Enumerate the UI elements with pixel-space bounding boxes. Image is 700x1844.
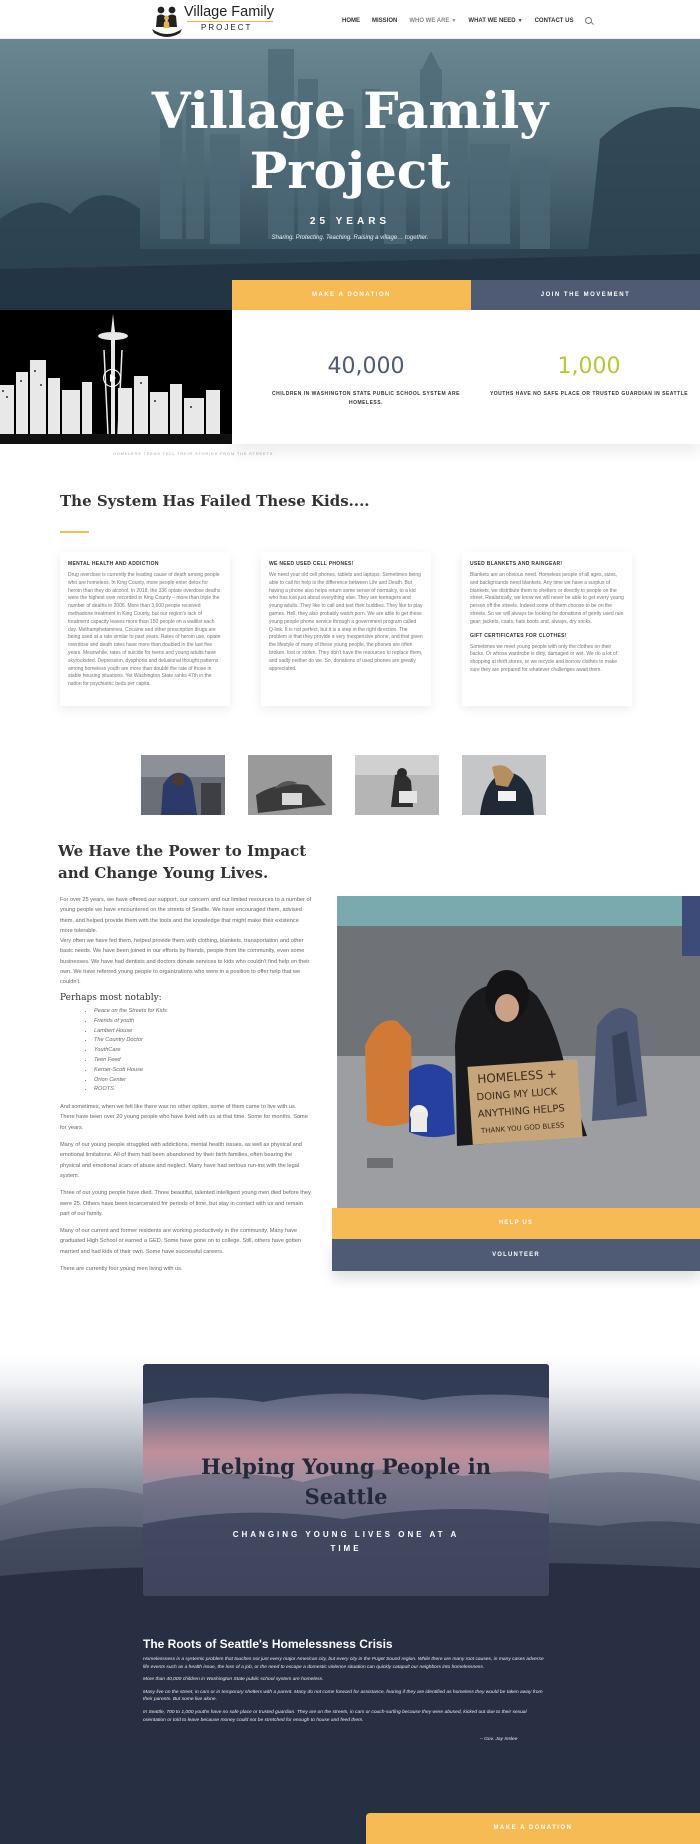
sign-line-4: THANK YOU GOD BLESS [480,1121,565,1136]
site-logo[interactable] [150,3,275,37]
volunteer-button[interactable]: VOLUNTEER [332,1239,700,1271]
hero-title-line1: Village Family [151,81,549,140]
org-list-item: • Orion Center [94,1076,312,1086]
card-blankets [462,552,632,706]
org-list-item: • Peace on the Streets for Kids [94,1007,312,1017]
card-mental-health [60,552,230,706]
hero-banner [0,39,700,310]
impact-paragraph: Many of our current and former residents are working productively in the community. Many have graduated High School or earned a GED. Some have gone on to college. Still, others have gotten married and had kids of their own. Some have successful careers. [60,1228,301,1255]
search-icon[interactable] [585,17,594,26]
homeless-youth-photo-illustration [337,896,700,1208]
helping-title-line2: Seattle [304,1484,388,1509]
accent-divider [60,531,89,533]
org-list-item: • ROOTS [94,1085,312,1095]
youth-with-sign-photo [355,755,439,815]
org-list-item: • Lambert House [94,1027,312,1037]
video-player[interactable] [0,310,232,444]
roots-paragraph: Homelessness is a systemic problem that touches not just every major American city, but every city in the Puget Sound region. While there are many root causes, in many cases adverse life events such as a health issue, the loss of a job, or the need to escape a domestic violence situation can quickly catapult our neighbors into homelessness. [143,1657,544,1670]
card-text: We need your old cell phones, tablets and laptops. Sometimes being able to call for help is the difference between Life and Death. But having a phone also helps return some sense of normalcy, to a kid who has lost just about everything else. They are teenagers and young adults. They like to call and text their buddies. They like to play games. Hell, they also probably watch porn. We are able to get these young people phone service through a government program called Q-link. It is not perfect, but it is a step in the right direction. The problem is that they provide a very inexpensive phone, and that given the lifestyle of many of these young people, the phones are often broken, lost or stolen. They don't have the resources to replace them, and sadly neither do we. So, donations of used phones are greatly appreciated. [269,572,423,672]
helping-subtitle-line1: CHANGING YOUNG LIVES ONE AT A [232,1530,460,1539]
impact-title-line2: and Change Young Lives. [58,864,269,882]
gallery-thumbnail[interactable] [248,755,332,815]
card-cell-phones [261,552,431,706]
stats-panel [232,310,700,444]
org-list-item: • YouthCare [94,1046,312,1056]
sign-line-2: DOING MY LUCK [476,1086,558,1104]
impact-paragraph: There are currently four young men living with us. [60,1266,183,1272]
org-list [94,1007,312,1095]
stat-label-homeless-children: CHILDREN IN WASHINGTON STATE PUBLIC SCHOOL SYSTEM ARE HOMELESS. [272,391,460,406]
chevron-down-icon: ▼ [517,18,523,24]
roots-quote [143,1656,549,1729]
card-text: Blankets are an obvious need. Homeless people of all ages, sizes, and backgrounds need blankets. Any time we have a surplus of blankets, we distribute them to shelters or directly to people on the street. Realistically, we know we will never be able to get every young person off the streets. Indeed some of them choose to be on the streets. So we will always be looking for donations of gently used rain gear; jackets, coats, hats boots and, always, dry socks. [470,572,624,625]
card-text-2: Sometimes we meet young people with only the clothes on their backs. Or whose wardrobe is dirty, damaged or wet. We do a lot of shopping at thrift stores, or we recycle and borrow clothes to make sure they are prepared for whatever challenges await them. [470,643,618,673]
hero-years: 25 YEARS [309,216,391,227]
nav-contact-us[interactable]: CONTACT US [534,18,574,24]
sign-line-3: ANYTHING HELPS [477,1103,566,1121]
org-list-item: • Teen Feed [94,1056,312,1066]
roots-paragraph: Many live on the street, in cars or in temporary shelters with a parent. Many do not come forward for assistance, fearing if they are identified as homeless they would be taken away from their parents. But some live alone. [143,1689,543,1703]
roots-title: The Roots of Seattle's Homelessness Crisis [143,1637,393,1651]
impact-paragraph: Very often we have fed them, helped provide them with clothing, blankets, transportation and other basic needs. We have been joined in our efforts by friends, people from the community, even some businesses. We have had dentists and doctors donate services to kids who couldn't find help on their own. We have referred young people to organizations who were in a position to offer help that we couldn't. [60,938,310,986]
nav-home[interactable]: HOME [342,18,360,24]
play-icon[interactable] [103,369,121,387]
impact-paragraph: Three of our young people have died. Three beautiful, talented intelligent young men died before they were 25. Others have been incarcerated for periods of time, but stay in contact with us and remain part of our family. [60,1190,311,1217]
logo-name: Village Family [184,4,274,20]
impact-title-line1: We Have the Power to Impact [58,842,307,860]
stat-number-youths: 1,000 [557,354,621,379]
card-text: Drug overdose is currently the leading cause of death among people who are homeless. In King County, more people enter detox for heroin than they do alcohol. In 2018, the 336 opiate overdose deaths were the highest ever recorded in King County – more than triple the number of deaths in 2006. More than 3,600 people received methadone treatment in King County, but our region's lack of treatment capacity leaves more than 150 people on a waitlist each day. Methamphetamines, Cocaine and other prescription drugs are being used at a rate similar to past years. Rates of heroin use, opiate overdose and death rates have more than doubled in the last five years. Meanwhile, rates of suicide for teens and young adults have skyrocketed. Depression, dysphoria and delusional thought patterns among homeless youth are more than double the rate of those in stable housing situations. Yet Washington State ranks 47th in the nation for psychiatric beds per capita. [68,572,221,688]
roots-paragraph: More than 40,000 children in Washington State public school system are homeless. [143,1677,324,1683]
card-heading: WE NEED USED CELL PHONES! [269,561,354,567]
youth-reading-photo [462,755,546,815]
stat-number-homeless-children: 40,000 [327,354,405,379]
homeless-youth-photo [337,896,700,1208]
card-heading: USED BLANKETS AND RAINGEAR! [470,561,563,567]
nav-what-we-need[interactable] [468,18,522,24]
gallery-thumbnail[interactable] [141,755,225,815]
helping-subtitle-line2: TIME [330,1544,362,1553]
hero-title-line2: Project [249,141,451,200]
make-donation-button[interactable]: MAKE A DONATION [232,280,471,310]
hero-tagline: Sharing. Protecting. Teaching. Raising a village… together. [271,235,429,241]
impact-subheading: Perhaps most notably: [60,992,162,1003]
stat-label-youths: YOUTHS HAVE NO SAFE PLACE OR TRUSTED GUARDIAN IN SEATTLE [489,391,689,397]
impact-body [60,895,312,1281]
card-heading-2: GIFT CERTIFICATES FOR CLOTHES! [470,632,567,639]
sleeping-youth-photo [248,755,332,815]
section-title-system-failed: The System Has Failed These Kids.... [60,492,370,510]
chevron-down-icon: ▼ [451,18,457,24]
impact-paragraph: Many of our young people struggled with addictions, mental health issues, as well as physical and emotional limitations. All of them had been abandoned by their birth families, often bearing the physical and emotional scars of abuse and neglect. Many have had serious run-ins with the legal system. [60,1142,302,1179]
helping-feature-card [143,1364,549,1596]
org-list-item: • The Country Doctor [94,1036,312,1046]
roots-paragraph: In Seattle, 700 to 1,000 youths have no safe place or trusted guardian. They are on the streets, in cars or couch-surfing because they were abused, kicked out due to their sexual orientation or told to leave because money could not be stretched for enough to house and feed them. [143,1709,527,1723]
site-header [0,0,700,39]
helping-title [143,1452,549,1512]
helping-title-line1: Helping Young People in [201,1454,491,1479]
card-heading: MENTAL HEALTH AND ADDICTION [68,561,159,567]
join-movement-button[interactable]: JOIN THE MOVEMENT [471,280,700,310]
main-nav [342,16,594,26]
logo-subname: PROJECT [201,23,253,32]
org-list-item: • Friends of youth [94,1017,312,1027]
hero-title [0,81,700,201]
impact-paragraph: And sometimes, when we felt like there was no other option, some of them came to live with us. There have been over 20 young people who have lived with us at that time. Some for months. Some for years. [60,1104,308,1131]
nav-mission[interactable]: MISSION [372,18,398,24]
video-caption: HOMELESS TEENS TELL THEIR STORIES FROM THE STREETS [113,451,274,456]
impact-title [58,840,318,884]
helping-subtitle [143,1528,549,1556]
nav-what-we-need-label: WHAT WE NEED [468,18,516,24]
logo-divider [187,21,273,22]
impact-paragraph: For over 25 years, we have offered our support, our concern and our limited resources to a number of young people we have encountered on the streets of Seattle. We have encouraged them, advised them, and helped provide them with the tools and the knowledge that might make their existence more tolerable. [60,897,312,934]
gallery-thumbnail[interactable] [462,755,546,815]
family-logo-icon [150,3,184,37]
nav-who-we-are[interactable] [409,18,456,24]
quote-attribution: – Gov. Jay Inslee [480,1737,518,1742]
help-us-button[interactable]: HELP US [332,1208,700,1239]
youth-hoodie-photo [141,755,225,815]
make-donation-bottom-button[interactable]: MAKE A DONATION [366,1813,700,1844]
gallery-thumbnail[interactable] [355,755,439,815]
nav-who-we-are-label: WHO WE ARE [409,18,450,24]
sign-line-1: HOMELESS + [476,1066,558,1087]
org-list-item: • Kerner-Scott House [94,1066,312,1076]
